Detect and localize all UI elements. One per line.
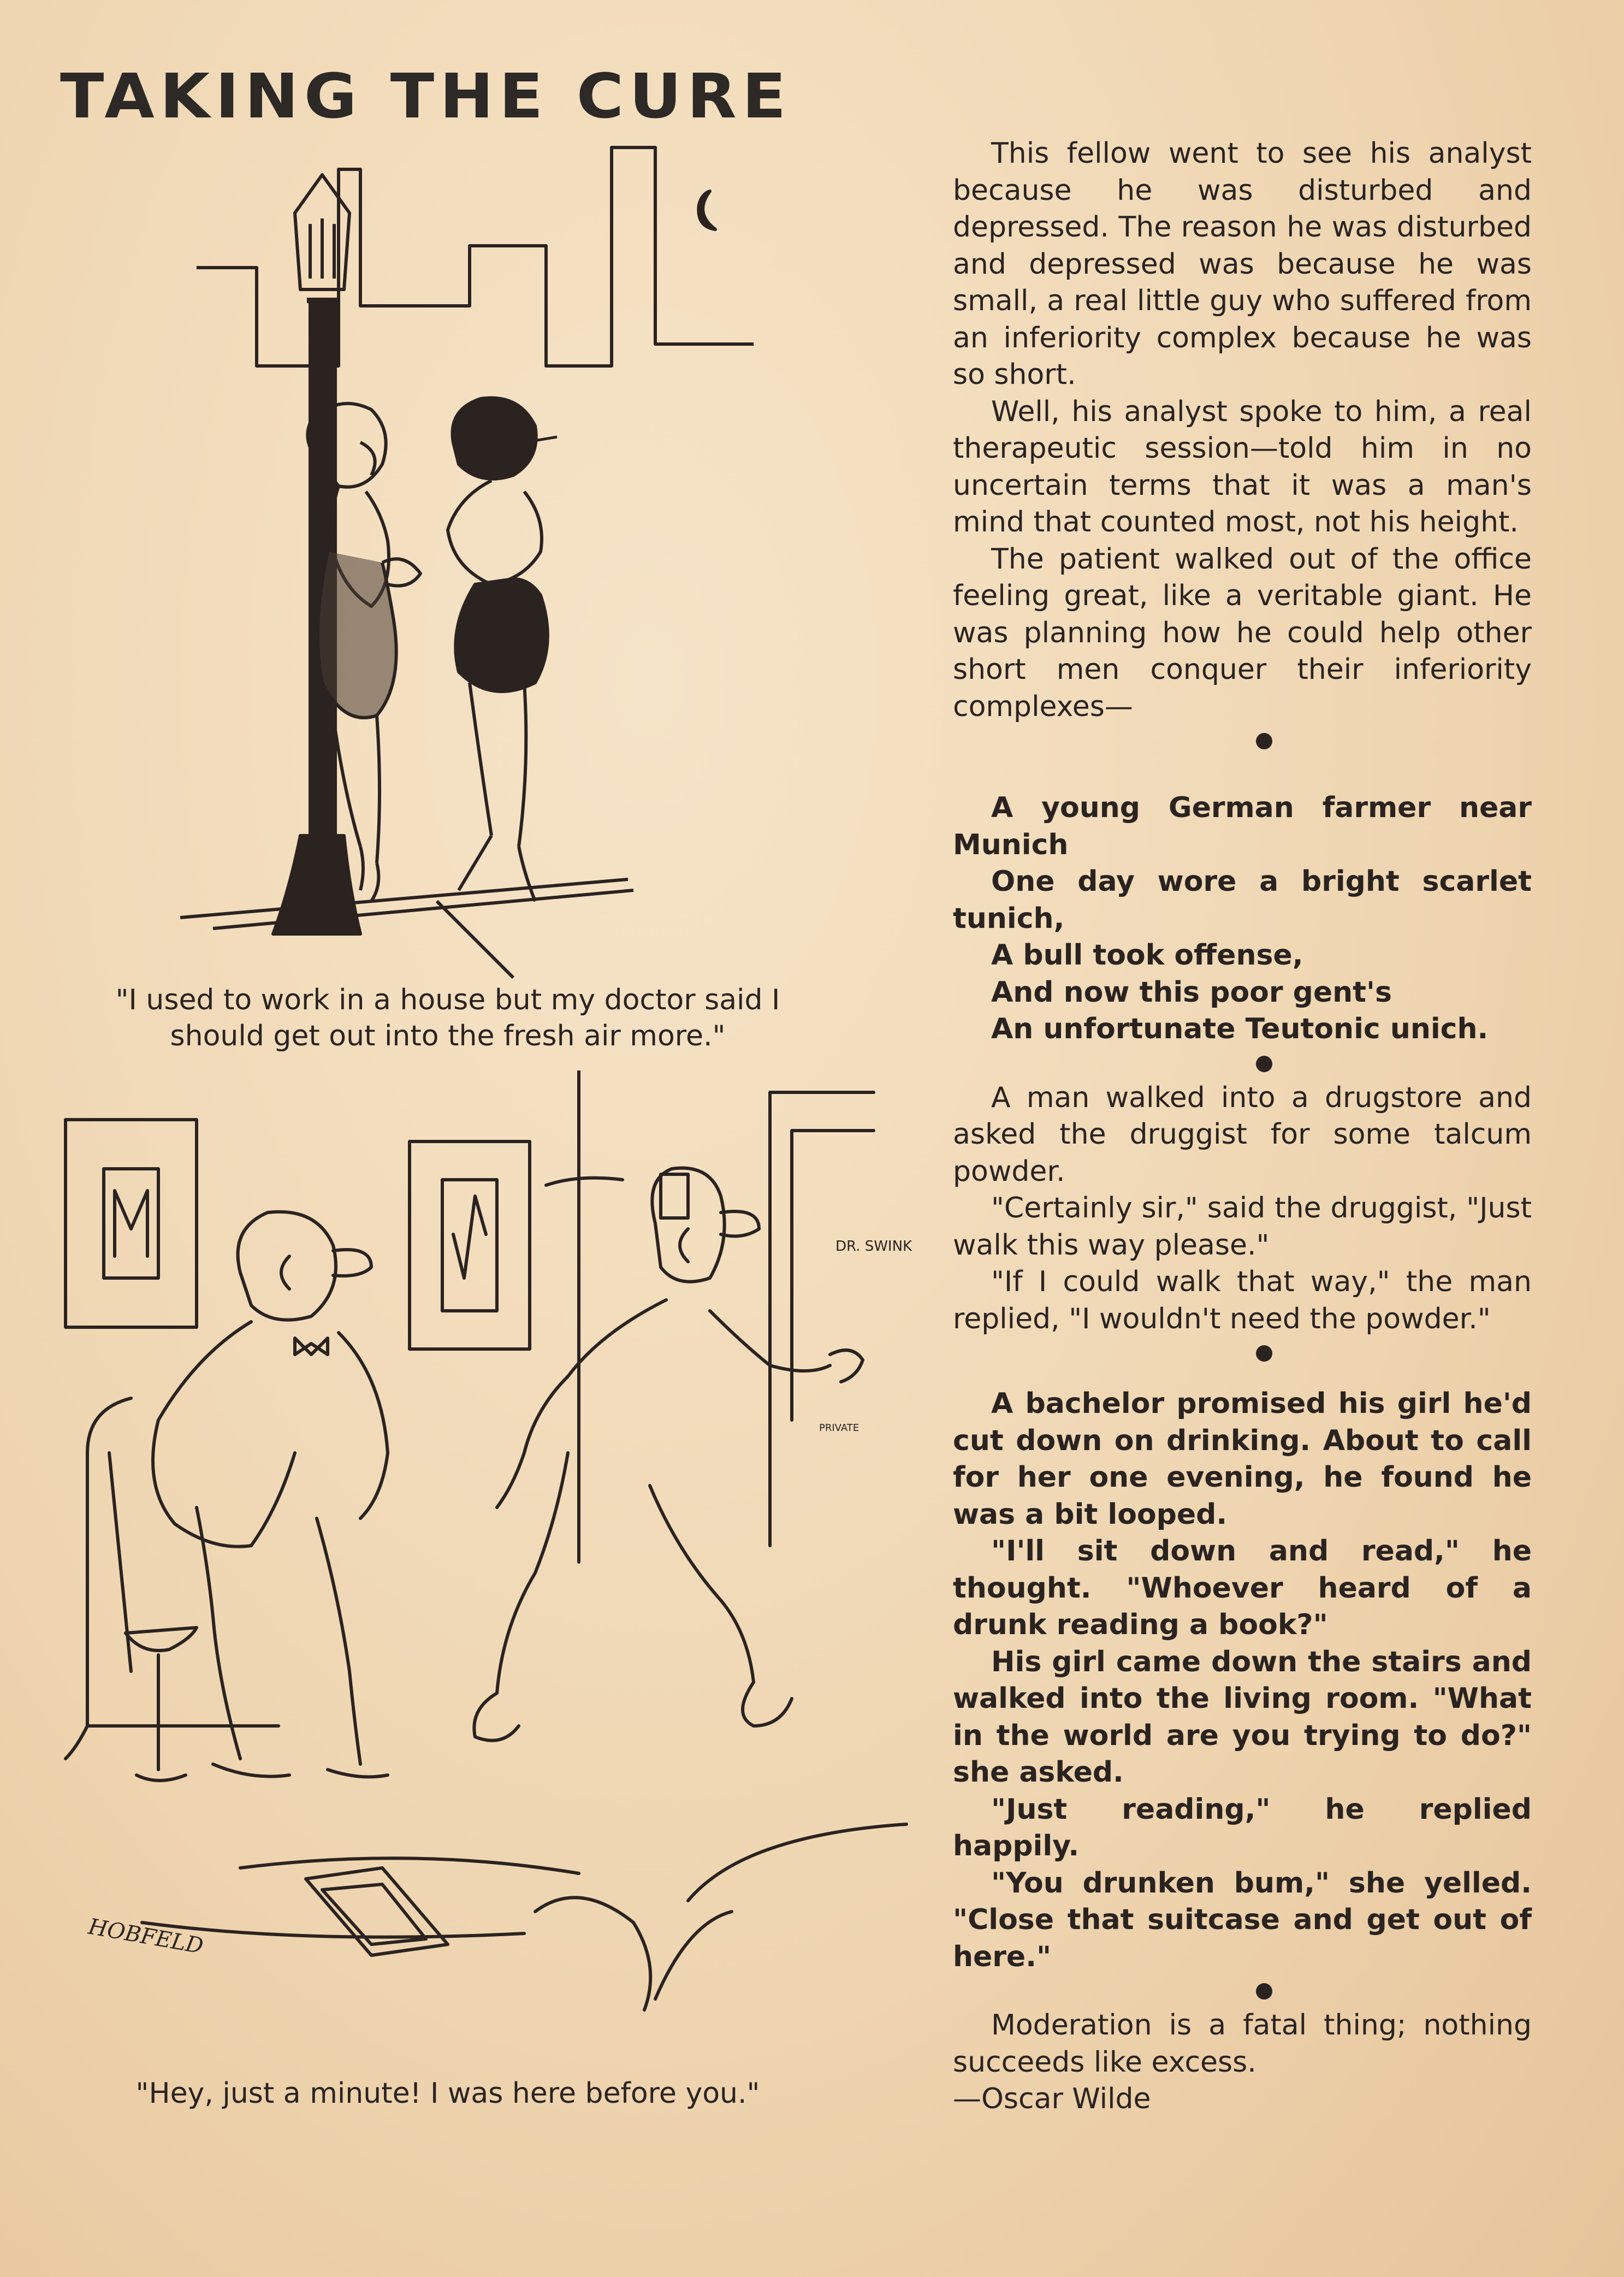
joke1-paragraph1: This fellow went to see his analyst because he was disturbed and depressed. The reason he was disturbed and depressed was because he was small, a real little guy who suffered from an inferiority complex because he was so short. [953, 137, 1532, 391]
joke3-paragraph1: A man walked into a drugstore and asked the druggist for some talcum powder. [953, 1081, 1532, 1188]
joke4-paragraph3: His girl came down the stairs and walked into the living room. "What in the world are you trying to do?" she asked. [953, 1645, 1532, 1789]
cartoon1-caption-line2: should get out into the fresh air more." [170, 1020, 726, 1052]
section-divider-dot [1256, 1983, 1272, 2000]
cartoon1-caption [66, 982, 830, 1054]
joke2-line2: One day wore a bright scarlet tunich, [953, 865, 1532, 935]
door-plate: PRIVATE [819, 1422, 860, 1434]
joke4-paragraph5: "You drunken bum," she yelled. "Close that suitcase and get out of here." [953, 1866, 1532, 1973]
joke2-line3: A bull took offense, [991, 939, 1303, 972]
page-title: TAKING THE CURE [60, 60, 792, 132]
cartoon-waiting-room-illustration [33, 1071, 917, 2032]
joke3-paragraph2: "Certainly sir," said the druggist, "Just walk this way please." [953, 1192, 1532, 1262]
quote-text: Moderation is a fatal thing; nothing succeeds like excess. [953, 2009, 1532, 2079]
joke1-paragraph3: The patient walked out of the office feeling great, like a veritable giant. He was planning how he could help other short men conquer their inferiority complexes— [953, 542, 1532, 723]
joke4-paragraph4: "Just reading," he replied happily. [953, 1793, 1532, 1862]
joke1-paragraph2: Well, his analyst spoke to him, a real therapeutic session—told him in no uncertain terms that it was a man's mind that counted most, not his height. [953, 395, 1532, 539]
joke2-line4: And now this poor gent's [991, 975, 1392, 1009]
joke4-paragraph2: "I'll sit down and read," he thought. "Whoever heard of a drunk reading a book?" [953, 1535, 1532, 1641]
section-divider-dot [1256, 1056, 1272, 1072]
artist-signature: HOBFELD [86, 1914, 205, 1959]
quote-attribution: —Oscar Wilde [953, 2083, 1151, 2115]
cartoon1-caption-line1: "I used to work in a house but my doctor said I [115, 984, 780, 1016]
cartoon2-caption: "Hey, just a minute! I was here before you." [135, 2077, 760, 2110]
joke2-line5: An unfortunate Teutonic unich. [991, 1013, 1489, 1045]
section-divider-dot [1256, 733, 1272, 749]
door-sign: DR. SWINK [835, 1238, 912, 1255]
joke4-paragraph1: A bachelor promised his girl he'd cut down on drinking. About to call for her one evening, he found he was a bit looped. [953, 1387, 1532, 1531]
joke-column [953, 135, 1532, 2118]
cartoon-streetwalkers-illustration [164, 137, 792, 989]
joke3-paragraph3: "If I could walk that way," the man replied, "I wouldn't need the powder." [953, 1265, 1532, 1335]
cartoon-streetwalkers [164, 137, 792, 989]
cartoon-waiting-room [33, 1071, 917, 2032]
section-divider-dot [1256, 1345, 1272, 1362]
joke2-line1: A young German farmer near Munich [953, 791, 1532, 861]
